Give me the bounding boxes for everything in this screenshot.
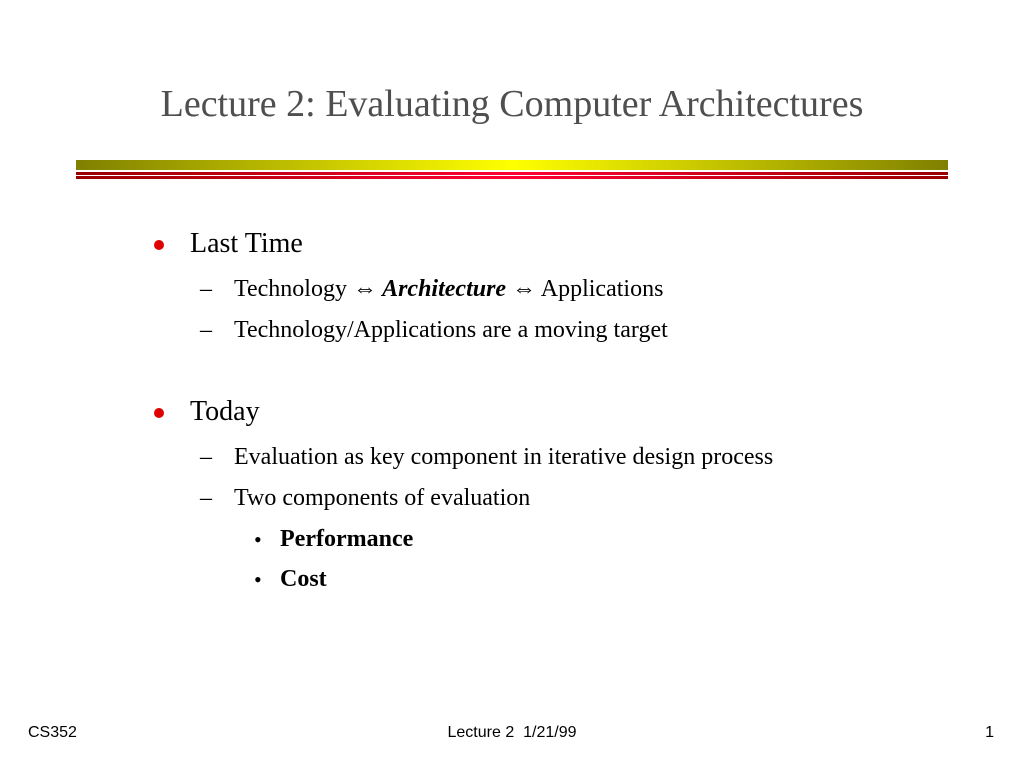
subsubitem-cost: Cost	[280, 566, 327, 592]
subitem-post: Applications	[536, 276, 664, 302]
title-underline-red-bottom	[76, 176, 948, 179]
bullet-dot-icon	[154, 408, 164, 418]
bullet-today: Today	[190, 396, 260, 427]
subitem-technology-architecture	[234, 276, 663, 303]
dash-icon: –	[200, 276, 212, 302]
footer-lecture-date: Lecture 2 1/21/99	[447, 724, 577, 741]
footer-page-number: 1	[985, 724, 994, 741]
subitem-moving-target: Technology/Applications are a moving target	[234, 317, 668, 343]
dash-icon: –	[200, 485, 212, 511]
double-arrow-icon: ⇔	[512, 276, 537, 302]
dash-icon: –	[200, 444, 212, 470]
small-bullet-icon: •	[254, 527, 262, 552]
subitem-two-components: Two components of evaluation	[234, 485, 531, 511]
title-underline-yellow	[76, 160, 948, 170]
bullet-dot-icon	[154, 240, 164, 250]
double-arrow-icon: ⇔	[352, 276, 377, 302]
small-bullet-icon: •	[254, 567, 262, 592]
slide-title: Lecture 2: Evaluating Computer Architectures	[160, 83, 864, 125]
subitem-emphasis: Architecture	[376, 276, 513, 302]
subitem-pre: Technology	[234, 276, 353, 302]
subsubitem-performance: Performance	[280, 526, 414, 552]
subitem-evaluation: Evaluation as key component in iterative design process	[234, 444, 774, 470]
dash-icon: –	[200, 317, 212, 343]
bullet-last-time: Last Time	[190, 228, 303, 259]
footer-course: CS352	[28, 724, 77, 741]
title-underline-red-top	[76, 172, 948, 175]
